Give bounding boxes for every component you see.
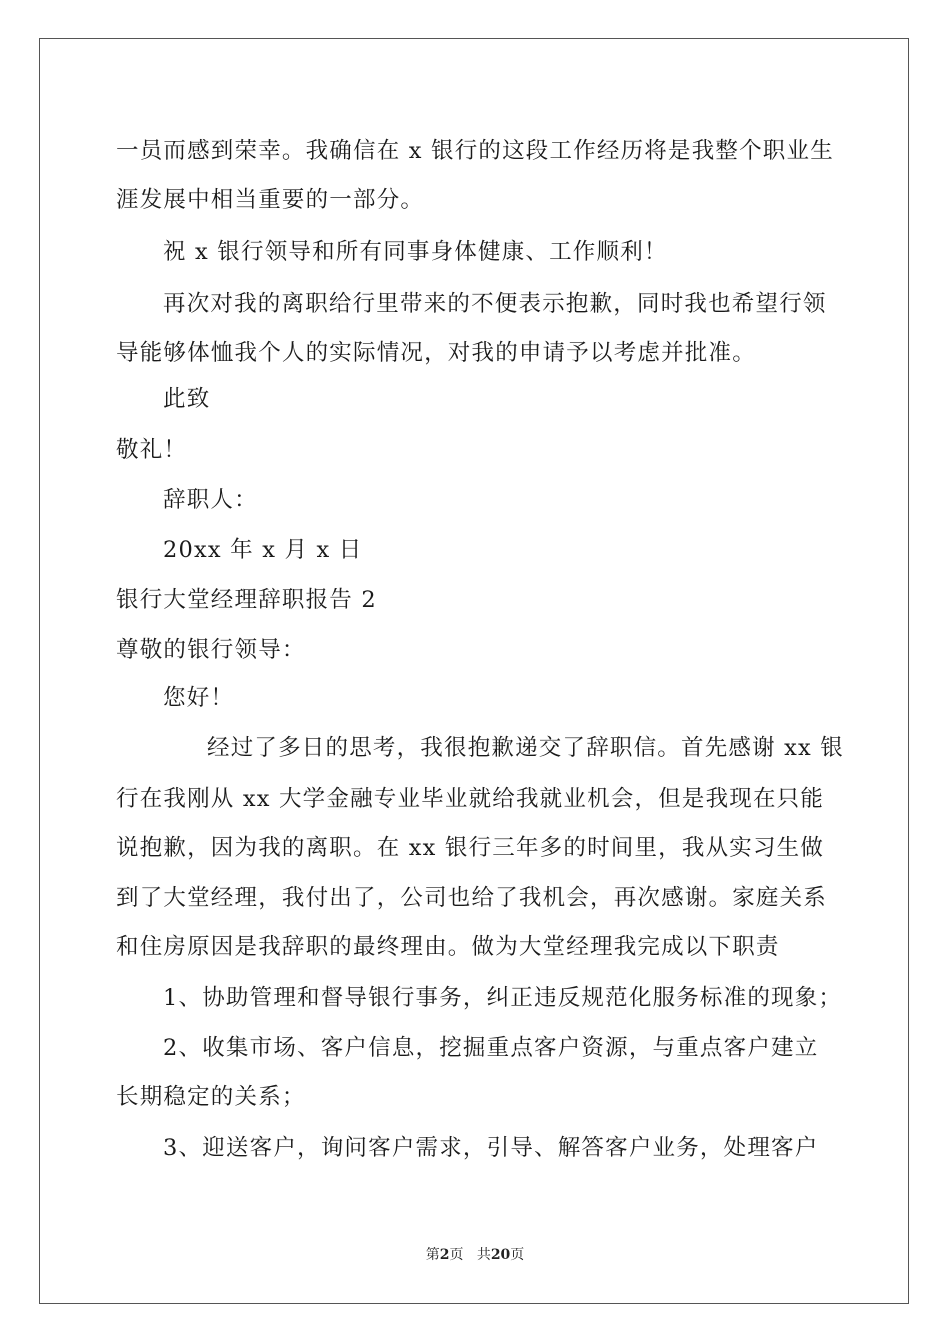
list-item: 3、迎送客户，询问客户需求，引导、解答客户业务，处理客户 bbox=[163, 1135, 819, 1161]
list-item: 长期稳定的关系； bbox=[116, 1084, 306, 1110]
page-label-suffix: 页 bbox=[449, 1247, 464, 1263]
page-border bbox=[39, 38, 909, 1304]
total-label-prefix: 共 bbox=[476, 1247, 491, 1263]
text-line: 经过了多日的思考，我很抱歉递交了辞职信。首先感谢 xx 银 bbox=[207, 735, 844, 761]
text-line: 行在我刚从 xx 大学金融专业毕业就给我就业机会，但是我现在只能 bbox=[116, 786, 825, 812]
page-number: 2 bbox=[439, 1247, 450, 1263]
section-title: 银行大堂经理辞职报告 2 bbox=[116, 587, 377, 613]
list-item: 2、收集市场、客户信息，挖掘重点客户资源，与重点客户建立 bbox=[163, 1035, 819, 1061]
page-label-prefix: 第 bbox=[425, 1247, 440, 1263]
text-line: 导能够体恤我个人的实际情况，对我的申请予以考虑并批准。 bbox=[116, 340, 756, 366]
total-pages: 20 bbox=[490, 1247, 511, 1263]
text-line: 到了大堂经理，我付出了，公司也给了我机会，再次感谢。家庭关系 bbox=[116, 885, 828, 911]
total-label-suffix: 页 bbox=[510, 1247, 525, 1263]
text-line: 祝 x 银行领导和所有同事身体健康、工作顺利！ bbox=[163, 239, 668, 265]
salutation-line: 此致 bbox=[163, 386, 211, 412]
date-line: 20xx 年 x 月 x 日 bbox=[163, 537, 363, 563]
text-line: 再次对我的离职给行里带来的不便表示抱歉，同时我也希望行领 bbox=[163, 291, 827, 317]
signature-label: 辞职人： bbox=[163, 487, 258, 513]
text-line: 说抱歉，因为我的离职。在 xx 银行三年多的时间里，我从实习生做 bbox=[116, 835, 825, 861]
text-line: 涯发展中相当重要的一部分。 bbox=[116, 187, 425, 213]
salutation-line: 敬礼！ bbox=[116, 437, 188, 463]
page-footer bbox=[0, 1246, 950, 1264]
text-line: 一员而感到荣幸。我确信在 x 银行的这段工作经历将是我整个职业生 bbox=[116, 138, 834, 164]
text-line: 和住房原因是我辞职的最终理由。做为大堂经理我完成以下职责 bbox=[116, 934, 780, 960]
greeting-line: 尊敬的银行领导： bbox=[116, 637, 306, 663]
greeting-line: 您好！ bbox=[163, 685, 235, 711]
list-item: 1、协助管理和督导银行事务，纠正违反规范化服务标准的现象； bbox=[163, 985, 843, 1011]
